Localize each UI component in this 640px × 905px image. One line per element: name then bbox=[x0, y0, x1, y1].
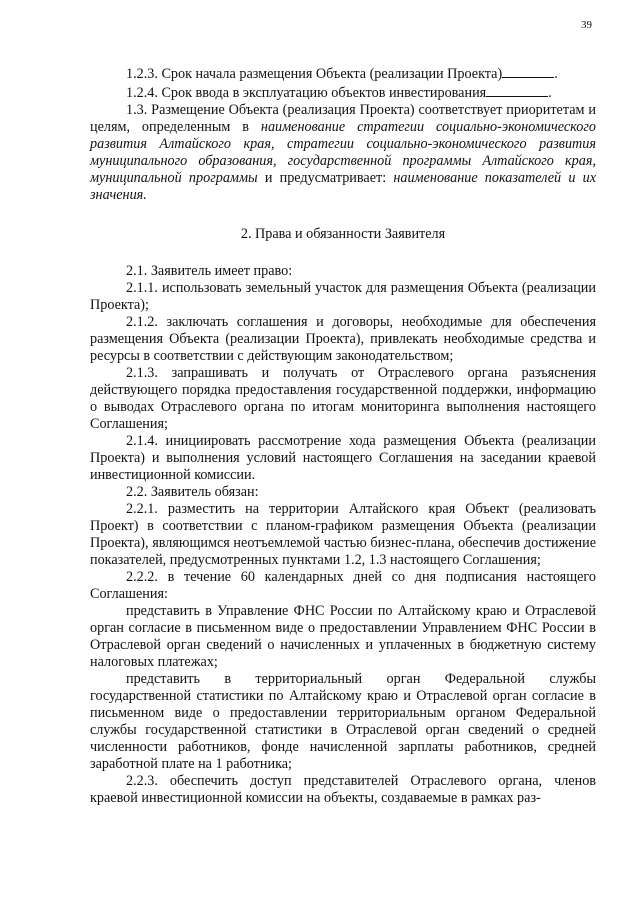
document-body bbox=[90, 64, 596, 807]
clause-1-2-4-end: . bbox=[548, 85, 552, 101]
page-number: 39 bbox=[581, 19, 592, 31]
clause-1-3 bbox=[90, 102, 596, 204]
blank-line bbox=[502, 64, 554, 78]
blank-line bbox=[486, 83, 548, 97]
clause-1-3-italic-1: наименование стратегии социально-экономического развития Алтайского края, стратегии социально-экономического развития муниципального образования, государственной программы Алтайского края, муниципальной программы bbox=[90, 119, 596, 186]
clause-2-2-2-item-fns: представить в Управление ФНС России по Алтайскому краю и Отраслевой орган согласие в письменном виде о предоставлении Управлением ФНС России в Отраслевой орган сведений о начисленных и уплаченных в бюджетную систему налоговых платежах; bbox=[90, 603, 596, 670]
clause-2-1-1: 2.1.1. использовать земельный участок для размещения Объекта (реализации Проекта); bbox=[90, 280, 596, 313]
clause-2-1-2: 2.1.2. заключать соглашения и договоры, необходимые для обеспечения размещения Объекта (реализации Проекта), привлекать необходимые средства и ресурсы в соответствии с действующим законодательством; bbox=[90, 314, 596, 364]
clause-2-1-3: 2.1.3. запрашивать и получать от Отраслевого органа разъяснения действующего порядка предоставления государственной поддержки, информацию о выводах Отраслевого органа по итогам мониторинга выполнения настоящего Соглашения; bbox=[90, 365, 596, 432]
clause-1-3-italic-2: наименование показателей и их значения. bbox=[90, 170, 596, 203]
clause-1-2-4 bbox=[90, 83, 596, 102]
section-heading: 2. Права и обязанности Заявителя bbox=[240, 226, 446, 242]
clause-2-2: 2.2. Заявитель обязан: bbox=[126, 484, 259, 500]
clause-1-2-3-text: 1.2.3. Срок начала размещения Объекта (реализации Проекта) bbox=[126, 66, 503, 82]
clause-1-2-3-end: . bbox=[554, 66, 558, 82]
clause-2-2-3: 2.2.3. обеспечить доступ представителей Отраслевого органа, членов краевой инвестиционной комиссии на объекты, создаваемые в рамках раз- bbox=[90, 773, 596, 806]
clause-2-1-4: 2.1.4. инициировать рассмотрение хода размещения Объекта (реализации Проекта) и выполнения условий настоящего Соглашения на заседании краевой инвестиционной комиссии. bbox=[90, 433, 596, 483]
clause-1-2-3 bbox=[90, 64, 596, 83]
clause-2-2-1: 2.2.1. разместить на территории Алтайского края Объект (реализовать Проект) в соответствии с планом-графиком размещения Объекта (реализации Проекта), являющимся неотъемлемой частью бизнес-плана, обеспечив достижение показателей, предусмотренных пунктами 1.2, 1.3 настоящего Соглашения; bbox=[90, 501, 596, 568]
clause-2-2-2-item-stat: представить в территориальный орган Федеральной службы государственной статистики по Алтайскому краю и Отраслевой орган согласие в письменном виде о предоставлении территориальным органом Федеральной службы государственной статистики в Отраслевой орган сведений о средней численности работников, фонде начисленной зарплаты работников, средней заработной плате на 1 работника; bbox=[90, 671, 596, 772]
clause-2-2-2: 2.2.2. в течение 60 календарных дней со дня подписания настоящего Соглашения: bbox=[90, 569, 596, 602]
clause-1-3-text-a: 1.3. Размещение Объекта (реализация Проекта) соответствует приоритетам и целям, определенным в bbox=[90, 102, 596, 135]
clause-1-2-4-text: 1.2.4. Срок ввода в эксплуатацию объектов инвестирования bbox=[126, 85, 487, 101]
clause-2-1: 2.1. Заявитель имеет право: bbox=[126, 263, 293, 279]
clause-1-3-text-b: и предусматривает: bbox=[257, 170, 394, 186]
